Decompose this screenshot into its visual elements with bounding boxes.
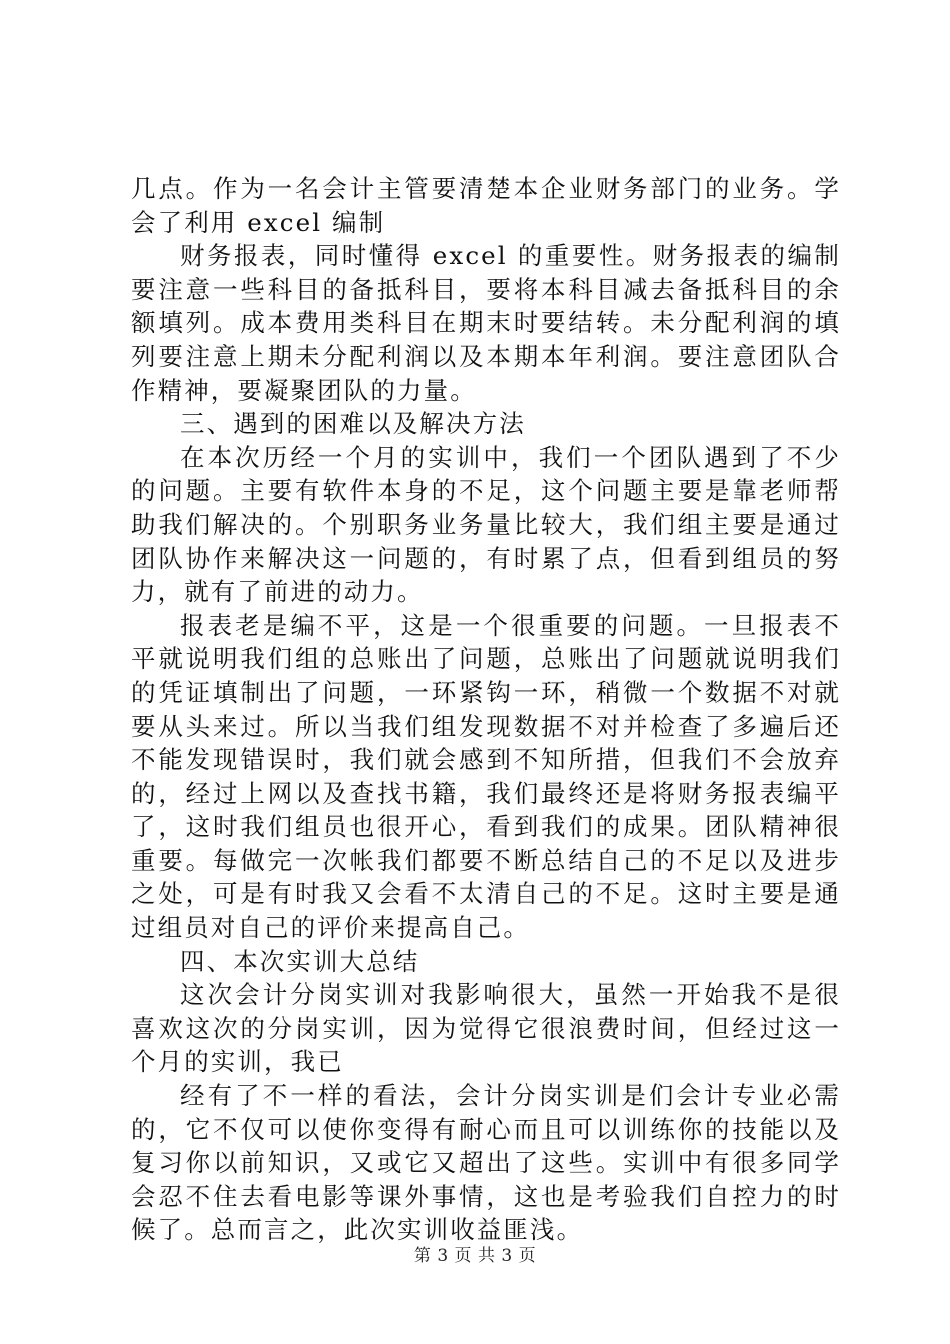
page-number-footer: 第 3 页 共 3 页 bbox=[413, 1246, 537, 1266]
paragraph-team-problems: 在本次历经一个月的实训中，我们一个团队遇到了不少的问题。主要有软件本身的不足，这个问题主要是靠老师帮助我们解决的。个别职务业务量比较大，我们组主要是通过团队协作来解决这一问题的，有时累了点，但看到组员的努力，就有了前进的动力。 bbox=[131, 442, 841, 607]
paragraph-unbalanced-reports: 报表老是编不平，这是一个很重要的问题。一旦报表不平就说明我们组的总账出了问题，总账出了问题就说明我们的凭证填制出了问题，一环紧钩一环，稍微一个数据不对就要从头来过。所以当我们组发现数据不对并检查了多遍后还不能发现错误时，我们就会感到不知所措，但我们不会放弃的，经过上网以及查找书籍，我们最终还是将财务报表编平了，这时我们组员也很开心，看到我们的成果。团队精神很重要。每做完一次帐我们都要不断总结自己的不足以及进步之处，可是有时我又会看不太清自己的不足。这时主要是通过组员对自己的评价来提高自己。 bbox=[131, 610, 841, 943]
paragraph-summary-intro: 这次会计分岗实训对我影响很大，虽然一开始我不是很喜欢这次的分岗实训，因为觉得它很浪费时间，但经过这一个月的实训，我已 bbox=[131, 980, 841, 1077]
paragraph-financial-reports: 财务报表，同时懂得 excel 的重要性。财务报表的编制要注意一些科目的备抵科目，要将本科目减去备抵科目的余额填列。成本费用类科目在期末时要结转。未分配利润的填列要注意上期未分配利润以及本期本年利润。要注意团队合作精神，要凝聚团队的力量。 bbox=[131, 241, 841, 405]
paragraph-continuation: 几点。作为一名会计主管要清楚本企业财务部门的业务。学会了利用 excel 编制 bbox=[131, 174, 841, 237]
section-heading-difficulties: 三、遇到的困难以及解决方法 bbox=[180, 409, 526, 439]
section-heading-summary: 四、本次实训大总结 bbox=[180, 946, 420, 976]
paragraph-summary-conclusion: 经有了不一样的看法，会计分岗实训是们会计专业必需的，它不仅可以使你变得有耐心而且可以训练你的技能以及复习你以前知识，又或它又超出了这些。实训中有很多同学会忍不住去看电影等课外事情，这也是考验我们自控力的时候了。总而言之，此次实训收益匪浅。 bbox=[131, 1081, 841, 1245]
document-body bbox=[131, 172, 841, 1247]
